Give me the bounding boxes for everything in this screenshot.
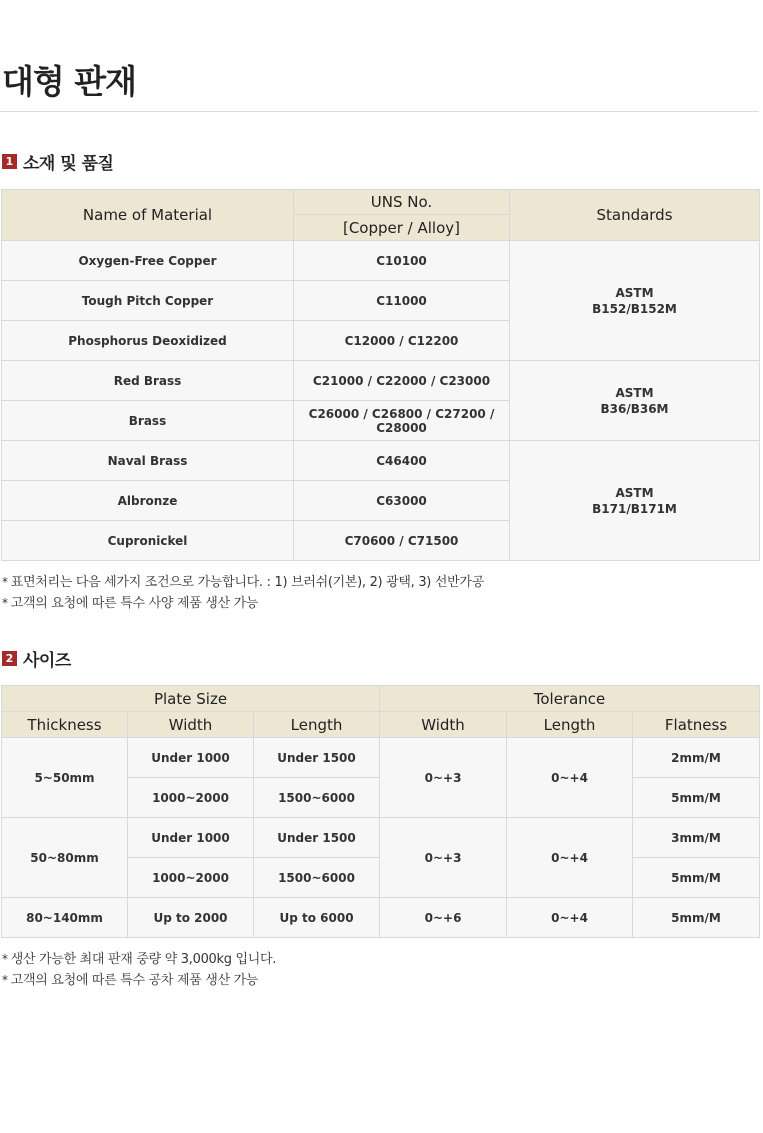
thickness-cell: 50~80mm [2, 818, 128, 898]
length-cell: 1500~6000 [254, 858, 380, 898]
uns-number: C46400 [294, 441, 510, 481]
standard-line: ASTM [615, 385, 654, 400]
note-text: 고객의 요청에 따른 특수 공차 제품 생산 가능 [10, 973, 259, 988]
standard-cell [510, 241, 760, 361]
note-marker: * [2, 973, 8, 987]
header-uns: UNS No. [294, 190, 510, 215]
width-cell: 1000~2000 [128, 778, 254, 818]
table-row [2, 738, 760, 778]
section-heading-size [2, 646, 71, 671]
standard-line: ASTM [615, 285, 654, 300]
uns-number: C11000 [294, 281, 510, 321]
flatness-cell: 2mm/M [633, 738, 760, 778]
note-line [2, 593, 484, 614]
length-cell: Under 1500 [254, 818, 380, 858]
size-notes [2, 949, 276, 991]
header-thickness: Thickness [2, 712, 128, 738]
uns-number: C21000 / C22000 / C23000 [294, 361, 510, 401]
uns-number: C10100 [294, 241, 510, 281]
note-marker: * [2, 596, 8, 610]
uns-number: C12000 / C12200 [294, 321, 510, 361]
title-divider [0, 111, 759, 112]
width-cell: 1000~2000 [128, 858, 254, 898]
material-name: Tough Pitch Copper [2, 281, 294, 321]
note-marker: * [2, 952, 8, 966]
standard-line: ASTM [615, 485, 654, 500]
flatness-cell: 5mm/M [633, 778, 760, 818]
note-text: 표면처리는 다음 세가지 조건으로 가능합니다. : 1) 브러쉬(기본), 2) 광택, 3) 선반가공 [10, 575, 484, 590]
section-number-badge: 1 [2, 154, 17, 169]
standard-cell [510, 361, 760, 441]
length-cell: Under 1500 [254, 738, 380, 778]
header-uns-sub: [Copper / Alloy] [294, 215, 510, 241]
standard-cell [510, 441, 760, 561]
flatness-cell: 3mm/M [633, 818, 760, 858]
note-text: 고객의 요청에 따른 특수 사양 제품 생산 가능 [10, 596, 259, 611]
tol-length-cell: 0~+4 [507, 818, 633, 898]
tol-width-cell: 0~+3 [380, 738, 507, 818]
width-cell: Up to 2000 [128, 898, 254, 938]
section-title: 소재 및 품질 [23, 154, 114, 174]
material-name: Brass [2, 401, 294, 441]
standard-line: B171/B171M [592, 501, 677, 516]
material-name: Oxygen-Free Copper [2, 241, 294, 281]
uns-number: C63000 [294, 481, 510, 521]
page-title: 대형 판재 [2, 62, 137, 101]
table-row [2, 241, 760, 281]
length-cell: Up to 6000 [254, 898, 380, 938]
section-number-badge: 2 [2, 651, 17, 666]
note-line [2, 572, 484, 593]
header-width: Width [128, 712, 254, 738]
standard-line: B36/B36M [600, 401, 669, 416]
header-flatness: Flatness [633, 712, 760, 738]
header-material: Name of Material [2, 190, 294, 241]
note-marker: * [2, 575, 8, 589]
note-line [2, 949, 276, 970]
note-line [2, 970, 276, 991]
materials-table [1, 189, 760, 561]
header-tol-length: Length [507, 712, 633, 738]
material-name: Cupronickel [2, 521, 294, 561]
tol-width-cell: 0~+3 [380, 818, 507, 898]
header-plate-size: Plate Size [2, 686, 380, 712]
thickness-cell: 80~140mm [2, 898, 128, 938]
tol-length-cell: 0~+4 [507, 738, 633, 818]
section-title: 사이즈 [23, 651, 71, 671]
flatness-cell: 5mm/M [633, 858, 760, 898]
table-row [2, 818, 760, 858]
header-tolerance: Tolerance [380, 686, 760, 712]
length-cell: 1500~6000 [254, 778, 380, 818]
uns-number: C26000 / C26800 / C27200 / C28000 [294, 401, 510, 441]
section-heading-materials [2, 149, 113, 174]
materials-notes [2, 572, 484, 614]
tol-width-cell: 0~+6 [380, 898, 507, 938]
material-name: Naval Brass [2, 441, 294, 481]
standard-line: B152/B152M [592, 301, 677, 316]
header-tol-width: Width [380, 712, 507, 738]
material-name: Albronze [2, 481, 294, 521]
width-cell: Under 1000 [128, 738, 254, 778]
table-row [2, 441, 760, 481]
header-length: Length [254, 712, 380, 738]
flatness-cell: 5mm/M [633, 898, 760, 938]
tol-length-cell: 0~+4 [507, 898, 633, 938]
material-name: Phosphorus Deoxidized [2, 321, 294, 361]
uns-number: C70600 / C71500 [294, 521, 510, 561]
size-table [1, 685, 760, 938]
table-row [2, 361, 760, 401]
material-name: Red Brass [2, 361, 294, 401]
width-cell: Under 1000 [128, 818, 254, 858]
note-text: 생산 가능한 최대 판재 중량 약 3,000kg 입니다. [10, 952, 277, 967]
thickness-cell: 5~50mm [2, 738, 128, 818]
header-standards: Standards [510, 190, 760, 241]
table-row [2, 898, 760, 938]
